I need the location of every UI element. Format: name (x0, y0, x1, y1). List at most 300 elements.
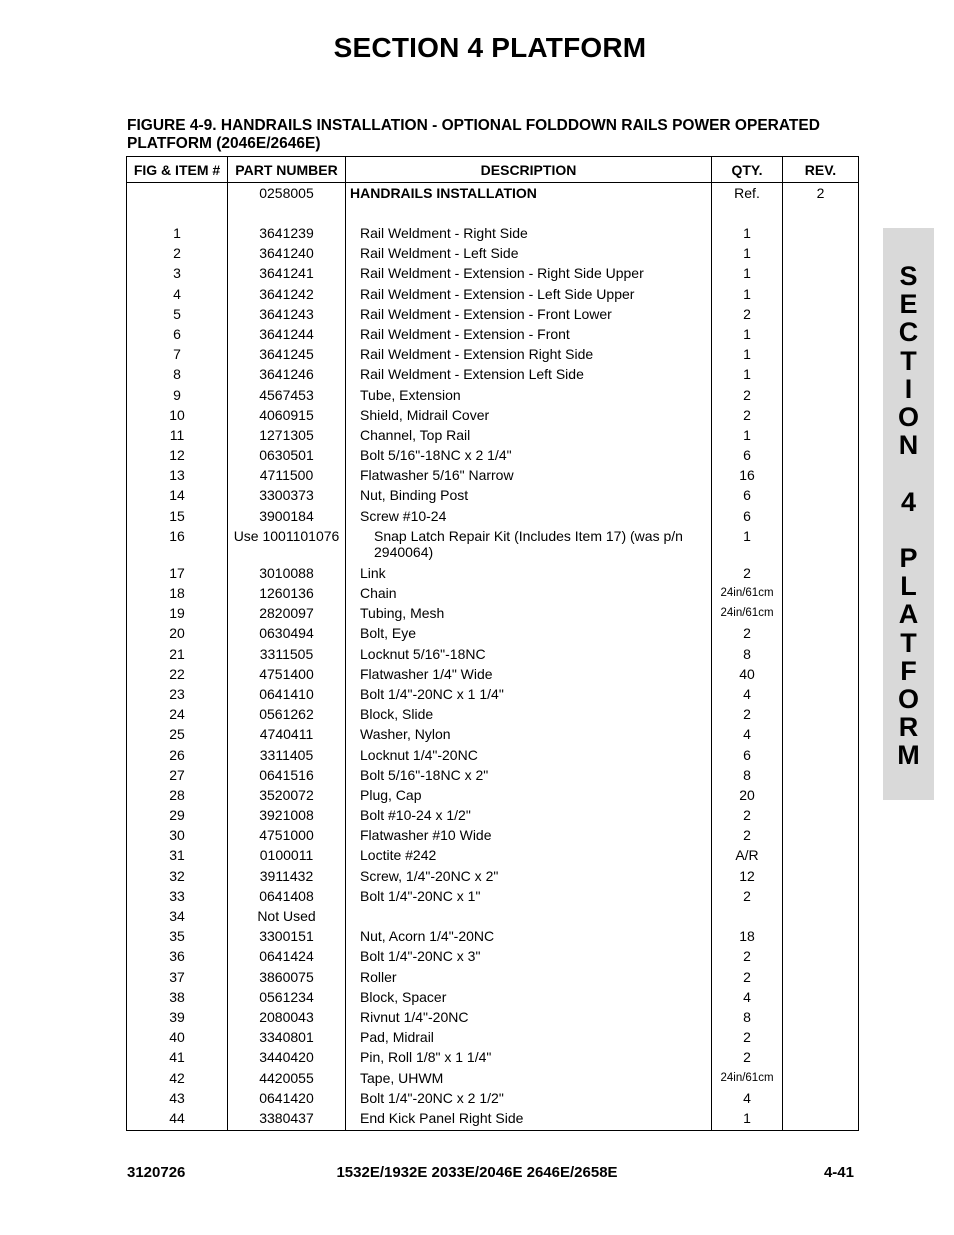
rev-cell (783, 888, 859, 908)
table-row (127, 747, 859, 767)
table-row (127, 1009, 859, 1029)
table-row (127, 225, 859, 245)
fig-item-cell: 31 (127, 847, 228, 867)
fig-item-cell: 38 (127, 989, 228, 1009)
qty-cell: 24in/61cm (712, 1070, 783, 1090)
qty-cell: 18 (712, 928, 783, 948)
rev-cell (783, 827, 859, 847)
description-cell: HANDRAILS INSTALLATION (346, 183, 712, 226)
fig-item-cell: 40 (127, 1029, 228, 1049)
description-cell: Bolt 1/4"-20NC x 3" (346, 948, 712, 968)
rev-cell (783, 286, 859, 306)
part-number-cell: 0641516 (228, 767, 346, 787)
rev-cell (783, 807, 859, 827)
qty-cell: 2 (712, 387, 783, 407)
rev-cell (783, 908, 859, 928)
side-tab-letter: C (898, 317, 919, 348)
table-row (127, 265, 859, 285)
qty-cell: 1 (712, 286, 783, 306)
fig-item-cell: 25 (127, 726, 228, 746)
table-row (127, 1070, 859, 1090)
fig-item-cell: 24 (127, 706, 228, 726)
part-number-cell: 2820097 (228, 605, 346, 625)
side-tab-text (883, 262, 934, 770)
qty-cell: 24in/61cm (712, 585, 783, 605)
fig-item-cell: 33 (127, 888, 228, 908)
rev-cell (783, 686, 859, 706)
description-cell: Flatwasher #10 Wide (346, 827, 712, 847)
description-cell: Locknut 5/16"-18NC (346, 646, 712, 666)
side-tab-letter: A (898, 599, 919, 630)
table-row (127, 1110, 859, 1131)
table-row (127, 827, 859, 847)
rev-cell (783, 447, 859, 467)
qty-cell: 6 (712, 508, 783, 528)
side-tab-letter: L (900, 571, 917, 602)
rev-cell (783, 326, 859, 346)
rev-cell (783, 747, 859, 767)
rev-cell (783, 605, 859, 625)
fig-item-cell: 34 (127, 908, 228, 928)
qty-cell: 6 (712, 747, 783, 767)
fig-item-cell: 22 (127, 666, 228, 686)
fig-item-cell: 27 (127, 767, 228, 787)
rev-cell (783, 969, 859, 989)
table-row (127, 928, 859, 948)
table-row (127, 346, 859, 366)
description-cell: Snap Latch Repair Kit (Includes Item 17) (was p/n 2940064) (346, 528, 712, 565)
fig-item-cell: 26 (127, 747, 228, 767)
fig-item-cell: 32 (127, 868, 228, 888)
table-header-row (127, 157, 859, 183)
description-cell: Bolt 5/16"-18NC x 2" (346, 767, 712, 787)
table-row (127, 605, 859, 625)
part-number-cell: 3641239 (228, 225, 346, 245)
table-row (127, 447, 859, 467)
side-tab-letter: S (899, 261, 918, 291)
part-number-cell: 3641245 (228, 346, 346, 366)
description-cell: Rivnut 1/4"-20NC (346, 1009, 712, 1029)
fig-item-cell: 16 (127, 528, 228, 565)
part-number-cell: Not Used (228, 908, 346, 928)
rev-cell (783, 508, 859, 528)
description-cell: Tubing, Mesh (346, 605, 712, 625)
part-number-cell: 0100011 (228, 847, 346, 867)
rev-cell (783, 346, 859, 366)
table-row (127, 407, 859, 427)
qty-cell: 8 (712, 646, 783, 666)
description-cell: Tape, UHWM (346, 1070, 712, 1090)
part-number-cell: 3641240 (228, 245, 346, 265)
fig-item-cell: 15 (127, 508, 228, 528)
table-row (127, 666, 859, 686)
fig-item-cell: 9 (127, 387, 228, 407)
qty-cell: 6 (712, 487, 783, 507)
fig-item-cell: 18 (127, 585, 228, 605)
fig-item-cell: 42 (127, 1070, 228, 1090)
part-number-cell: 0258005 (228, 183, 346, 226)
qty-cell: 2 (712, 407, 783, 427)
qty-cell: 1 (712, 265, 783, 285)
table-row (127, 565, 859, 585)
footer-page-number: 4-41 (823, 1164, 854, 1181)
rev-cell (783, 787, 859, 807)
part-number-cell: 0561234 (228, 989, 346, 1009)
qty-cell: 1 (712, 245, 783, 265)
qty-cell: 24in/61cm (712, 605, 783, 625)
side-tab-letter (883, 459, 934, 487)
qty-cell: 1 (712, 225, 783, 245)
rev-cell (783, 1110, 859, 1131)
footer-document-number: 3120726 (127, 1164, 186, 1181)
table-row (127, 286, 859, 306)
part-number-cell: 3300151 (228, 928, 346, 948)
table-row (127, 1029, 859, 1049)
rev-cell (783, 868, 859, 888)
fig-item-cell: 1 (127, 225, 228, 245)
rev-cell: 2 (783, 183, 859, 226)
part-number-cell: 0630501 (228, 447, 346, 467)
description-cell: Pin, Roll 1/8" x 1 1/4" (346, 1049, 712, 1069)
description-cell: Loctite #242 (346, 847, 712, 867)
qty-cell: 4 (712, 989, 783, 1009)
qty-cell (712, 908, 783, 928)
description-cell: Nut, Acorn 1/4"-20NC (346, 928, 712, 948)
rev-cell (783, 225, 859, 245)
rev-cell (783, 1009, 859, 1029)
qty-cell: 8 (712, 767, 783, 787)
header-description: DESCRIPTION (346, 157, 712, 183)
description-cell: Plug, Cap (346, 787, 712, 807)
table-row (127, 366, 859, 386)
side-tab-letter: I (904, 373, 913, 404)
table-row (127, 183, 859, 226)
fig-item-cell: 39 (127, 1009, 228, 1029)
table-row (127, 326, 859, 346)
description-cell: Rail Weldment - Extension - Front (346, 326, 712, 346)
qty-cell: 12 (712, 868, 783, 888)
fig-item-cell: 23 (127, 686, 228, 706)
fig-item-cell: 6 (127, 326, 228, 346)
rev-cell (783, 847, 859, 867)
table-row (127, 807, 859, 827)
qty-cell: 1 (712, 1110, 783, 1131)
rev-cell (783, 306, 859, 326)
qty-cell: 2 (712, 1049, 783, 1069)
part-number-cell: 3860075 (228, 969, 346, 989)
rev-cell (783, 528, 859, 565)
side-tab-letter (883, 516, 934, 544)
part-number-cell: 3641241 (228, 265, 346, 285)
fig-item-cell: 28 (127, 787, 228, 807)
table-row (127, 948, 859, 968)
description-cell: Channel, Top Rail (346, 427, 712, 447)
part-number-cell: 3520072 (228, 787, 346, 807)
header-qty: QTY. (712, 157, 783, 183)
fig-item-cell: 12 (127, 447, 228, 467)
side-tab-letter: P (899, 543, 918, 574)
qty-cell: 1 (712, 366, 783, 386)
table-row (127, 585, 859, 605)
description-cell: Bolt #10-24 x 1/2" (346, 807, 712, 827)
qty-cell: 8 (712, 1009, 783, 1029)
part-number-cell: 4751400 (228, 666, 346, 686)
qty-cell: 4 (712, 686, 783, 706)
description-cell: Tube, Extension (346, 387, 712, 407)
rev-cell (783, 928, 859, 948)
section-side-tab (883, 228, 934, 800)
description-cell: Rail Weldment - Extension - Left Side Upper (346, 286, 712, 306)
rev-cell (783, 245, 859, 265)
header-fig-item: FIG & ITEM # (127, 157, 228, 183)
rev-cell (783, 625, 859, 645)
description-cell: Link (346, 565, 712, 585)
description-cell: Washer, Nylon (346, 726, 712, 746)
part-number-cell: 4740411 (228, 726, 346, 746)
fig-item-cell: 21 (127, 646, 228, 666)
rev-cell (783, 565, 859, 585)
part-number-cell: 0641410 (228, 686, 346, 706)
description-cell: Nut, Binding Post (346, 487, 712, 507)
description-cell: Roller (346, 969, 712, 989)
rev-cell (783, 1049, 859, 1069)
side-tab-letter: R (898, 712, 919, 743)
fig-item-cell: 35 (127, 928, 228, 948)
rev-cell (783, 1070, 859, 1090)
fig-item-cell: 11 (127, 427, 228, 447)
parts-table-body (127, 183, 859, 1131)
table-row (127, 767, 859, 787)
table-row (127, 706, 859, 726)
qty-cell: 2 (712, 565, 783, 585)
fig-item-cell: 17 (127, 565, 228, 585)
table-row (127, 847, 859, 867)
description-cell: Block, Slide (346, 706, 712, 726)
table-row (127, 686, 859, 706)
table-row (127, 969, 859, 989)
qty-cell: A/R (712, 847, 783, 867)
figure-title: FIGURE 4-9. HANDRAILS INSTALLATION - OPTIONAL FOLDDOWN RAILS POWER OPERATED PLATFORM (2046E/2646E) (127, 117, 820, 152)
part-number-cell: 2080043 (228, 1009, 346, 1029)
rev-cell (783, 726, 859, 746)
fig-item-cell: 44 (127, 1110, 228, 1131)
description-cell: Bolt 1/4"-20NC x 1 1/4" (346, 686, 712, 706)
header-rev: REV. (783, 157, 859, 183)
part-number-cell: 3641246 (228, 366, 346, 386)
part-number-cell: Use 1001101076 (228, 528, 346, 565)
description-cell (346, 908, 712, 928)
qty-cell: 4 (712, 1090, 783, 1110)
rev-cell (783, 666, 859, 686)
side-tab-letter: N (898, 430, 919, 461)
part-number-cell: 3300373 (228, 487, 346, 507)
qty-cell: 2 (712, 1029, 783, 1049)
qty-cell: Ref. (712, 183, 783, 226)
fig-item-cell: 10 (127, 407, 228, 427)
fig-item-cell: 7 (127, 346, 228, 366)
part-number-cell: 0630494 (228, 625, 346, 645)
qty-cell: 1 (712, 346, 783, 366)
part-number-cell: 0641424 (228, 948, 346, 968)
side-tab-letter: O (897, 684, 919, 715)
part-number-cell: 3311405 (228, 747, 346, 767)
fig-item-cell: 4 (127, 286, 228, 306)
description-cell: Flatwasher 5/16" Narrow (346, 467, 712, 487)
rev-cell (783, 948, 859, 968)
part-number-cell: 4751000 (228, 827, 346, 847)
rev-cell (783, 467, 859, 487)
fig-item-cell: 29 (127, 807, 228, 827)
rev-cell (783, 646, 859, 666)
qty-cell: 16 (712, 467, 783, 487)
table-row (127, 387, 859, 407)
description-cell: Bolt 1/4"-20NC x 1" (346, 888, 712, 908)
description-cell: Rail Weldment - Extension Left Side (346, 366, 712, 386)
fig-item-cell: 30 (127, 827, 228, 847)
part-number-cell: 3440420 (228, 1049, 346, 1069)
qty-cell: 2 (712, 807, 783, 827)
part-number-cell: 3340801 (228, 1029, 346, 1049)
table-row (127, 868, 859, 888)
rev-cell (783, 1090, 859, 1110)
description-cell: Screw, 1/4"-20NC x 2" (346, 868, 712, 888)
qty-cell: 2 (712, 948, 783, 968)
fig-item-cell: 19 (127, 605, 228, 625)
table-row (127, 467, 859, 487)
table-row (127, 1049, 859, 1069)
description-cell: Flatwasher 1/4" Wide (346, 666, 712, 686)
description-cell: Bolt, Eye (346, 625, 712, 645)
part-number-cell: 4711500 (228, 467, 346, 487)
table-row (127, 989, 859, 1009)
part-number-cell: 3010088 (228, 565, 346, 585)
table-row (127, 306, 859, 326)
qty-cell: 1 (712, 427, 783, 447)
fig-item-cell (127, 183, 228, 226)
rev-cell (783, 487, 859, 507)
table-row (127, 787, 859, 807)
rev-cell (783, 427, 859, 447)
qty-cell: 2 (712, 706, 783, 726)
description-cell: Rail Weldment - Left Side (346, 245, 712, 265)
part-number-cell: 3921008 (228, 807, 346, 827)
qty-cell: 2 (712, 306, 783, 326)
fig-item-cell: 3 (127, 265, 228, 285)
rev-cell (783, 767, 859, 787)
table-row (127, 625, 859, 645)
part-number-cell: 3911432 (228, 868, 346, 888)
fig-item-cell: 2 (127, 245, 228, 265)
side-tab-letter: F (900, 655, 917, 686)
part-number-cell: 3900184 (228, 508, 346, 528)
table-row (127, 646, 859, 666)
description-cell: Chain (346, 585, 712, 605)
fig-item-cell: 41 (127, 1049, 228, 1069)
rev-cell (783, 1029, 859, 1049)
fig-item-cell: 5 (127, 306, 228, 326)
part-number-cell: 0641420 (228, 1090, 346, 1110)
part-number-cell: 3641244 (228, 326, 346, 346)
part-number-cell: 1271305 (228, 427, 346, 447)
table-row (127, 245, 859, 265)
table-row (127, 908, 859, 928)
table-row (127, 888, 859, 908)
description-cell: Rail Weldment - Extension - Front Lower (346, 306, 712, 326)
description-cell: Screw #10-24 (346, 508, 712, 528)
side-tab-letter: 4 (900, 486, 917, 517)
part-number-cell: 3641243 (228, 306, 346, 326)
part-number-cell: 0641408 (228, 888, 346, 908)
qty-cell: 2 (712, 827, 783, 847)
description-cell: Block, Spacer (346, 989, 712, 1009)
qty-cell: 4 (712, 726, 783, 746)
description-cell: Bolt 1/4"-20NC x 2 1/2" (346, 1090, 712, 1110)
parts-table (126, 156, 859, 1131)
part-number-cell: 1260136 (228, 585, 346, 605)
fig-item-cell: 8 (127, 366, 228, 386)
qty-cell: 1 (712, 326, 783, 346)
fig-item-cell: 37 (127, 969, 228, 989)
side-tab-letter: T (900, 345, 917, 376)
qty-cell: 2 (712, 888, 783, 908)
rev-cell (783, 585, 859, 605)
qty-cell: 20 (712, 787, 783, 807)
description-cell: End Kick Panel Right Side (346, 1110, 712, 1131)
rev-cell (783, 265, 859, 285)
fig-item-cell: 43 (127, 1090, 228, 1110)
description-cell: Pad, Midrail (346, 1029, 712, 1049)
qty-cell: 40 (712, 666, 783, 686)
table-row (127, 1090, 859, 1110)
table-row (127, 726, 859, 746)
table-row (127, 427, 859, 447)
qty-cell: 2 (712, 625, 783, 645)
footer-model-numbers: 1532E/1932E 2033E/2046E 2646E/2658E (336, 1164, 618, 1181)
rev-cell (783, 706, 859, 726)
rev-cell (783, 387, 859, 407)
part-number-cell: 3311505 (228, 646, 346, 666)
rev-cell (783, 366, 859, 386)
qty-cell: 1 (712, 528, 783, 565)
fig-item-cell: 20 (127, 625, 228, 645)
fig-item-cell: 36 (127, 948, 228, 968)
table-row (127, 508, 859, 528)
description-cell: Shield, Midrail Cover (346, 407, 712, 427)
description-cell: Rail Weldment - Extension - Right Side Upper (346, 265, 712, 285)
fig-item-cell: 14 (127, 487, 228, 507)
table-row (127, 487, 859, 507)
table-row (127, 528, 859, 565)
part-number-cell: 3641242 (228, 286, 346, 306)
side-tab-letter: T (900, 627, 917, 658)
qty-cell: 2 (712, 969, 783, 989)
section-title: SECTION 4 PLATFORM (333, 32, 647, 63)
rev-cell (783, 407, 859, 427)
part-number-cell: 0561262 (228, 706, 346, 726)
part-number-cell: 4567453 (228, 387, 346, 407)
side-tab-letter: E (899, 289, 918, 320)
part-number-cell: 3380437 (228, 1110, 346, 1131)
description-cell: Bolt 5/16"-18NC x 2 1/4" (346, 447, 712, 467)
description-cell: Rail Weldment - Extension Right Side (346, 346, 712, 366)
part-number-cell: 4420055 (228, 1070, 346, 1090)
qty-cell: 6 (712, 447, 783, 467)
header-part-number: PART NUMBER (228, 157, 346, 183)
fig-item-cell: 13 (127, 467, 228, 487)
side-tab-letter: M (897, 740, 920, 771)
description-cell: Locknut 1/4"-20NC (346, 747, 712, 767)
description-cell: Rail Weldment - Right Side (346, 225, 712, 245)
